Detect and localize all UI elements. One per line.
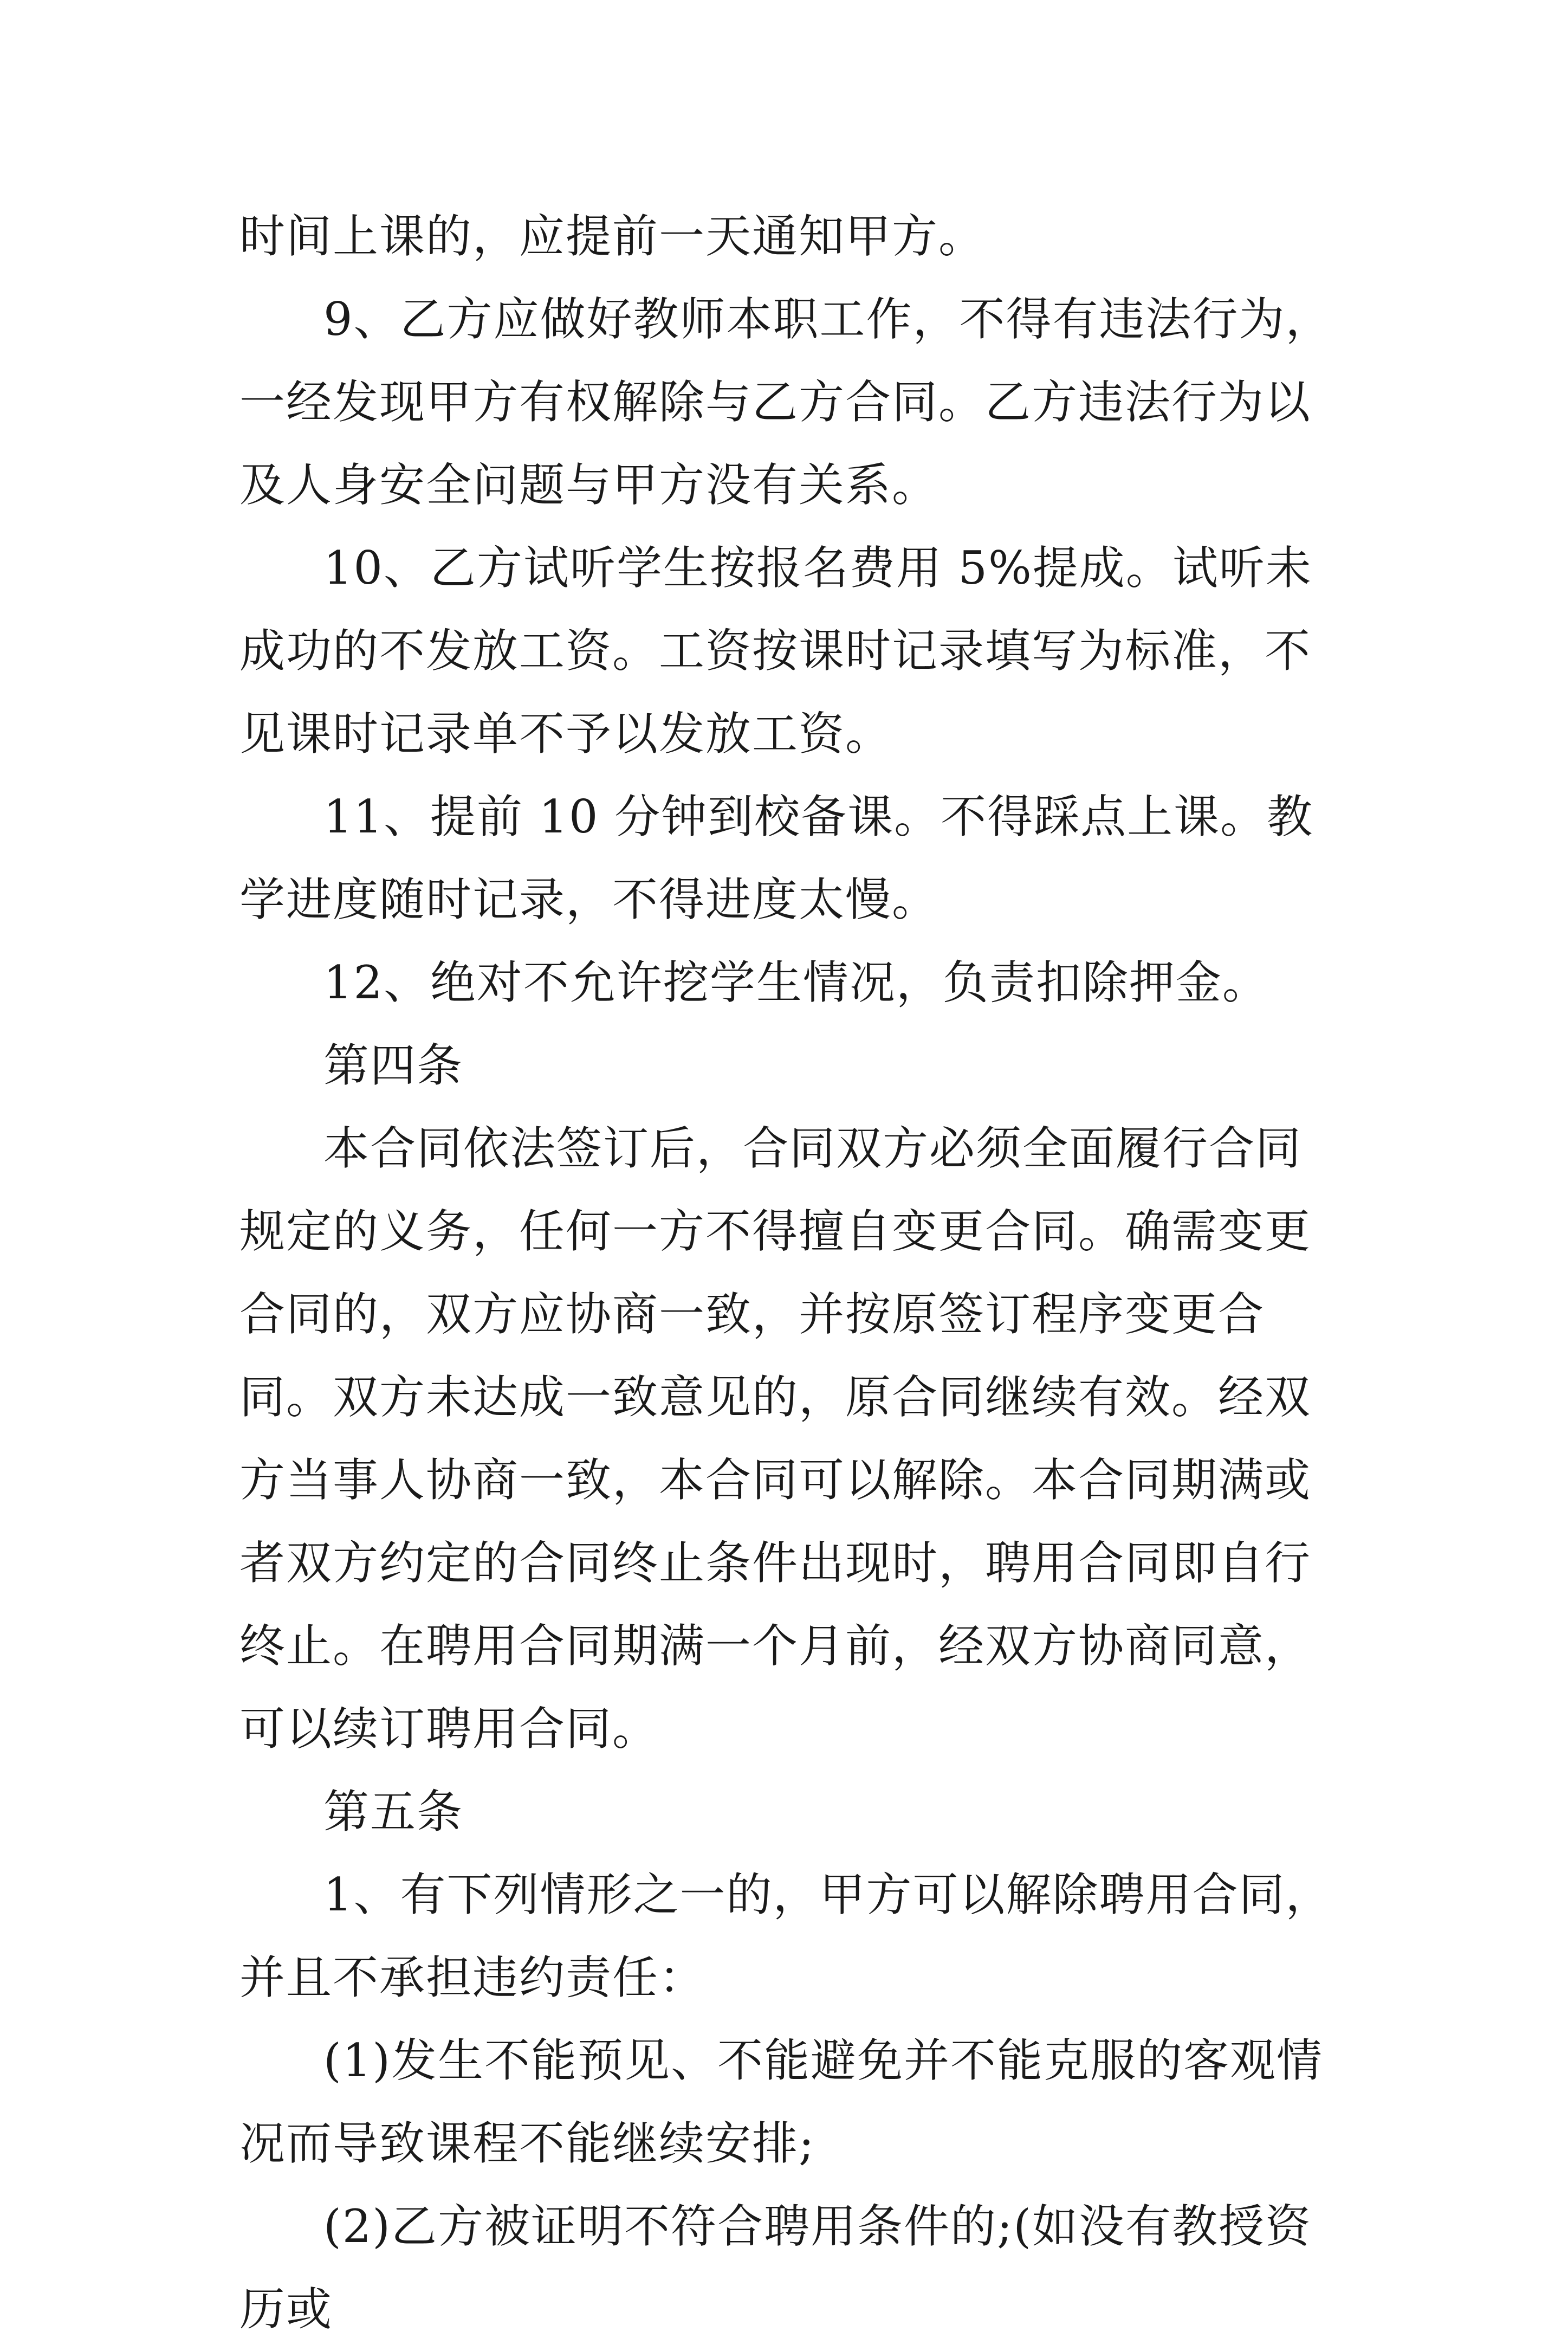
section-heading-article-5: 第五条	[323, 1785, 464, 1838]
paragraph-article-5-item-2: (2)乙方被证明不符合聘用条件的;(如没有教授资历或	[239, 2200, 1312, 2336]
paragraph-article-5-clause-1: 1、有下列情形之一的，甲方可以解除聘用合同，并且不承担违约责任：	[239, 1868, 1332, 2004]
paragraph-article-5-item-1: (1)发生不能预见、不能避免并不能克服的客观情况而导致课程不能继续安排;	[239, 2034, 1323, 2170]
paragraph-clause-12: 12、绝对不允许挖学生情况，负责扣除押金。	[323, 956, 1269, 1009]
section-heading-article-4: 第四条	[323, 1039, 464, 1092]
paragraph-clause-10: 10、乙方试听学生按报名费用 5%提成。试听未成功的不发放工资。工资按课时记录填写为标准，不见课时记录单不予以发放工资。	[239, 541, 1312, 760]
document-body	[239, 195, 1345, 2351]
paragraph-article-4-body: 本合同依法签订后，合同双方必须全面履行合同规定的义务，任何一方不得擅自变更合同。确需变更合同的，双方应协商一致，并按原签订程序变更合同。双方未达成一致意见的，原合同继续有效。经双方当事人协商一致，本合同可以解除。本合同期满或者双方约定的合同终止条件出现时，聘用合同即自行终止。在聘用合同期满一个月前，经双方协商同意，可以续订聘用合同。	[239, 1122, 1312, 1755]
paragraph-clause-11: 11、提前 10 分钟到校备课。不得踩点上课。教学进度随时记录，不得进度太慢。	[239, 790, 1314, 926]
paragraph-continuation: 时间上课的，应提前一天通知甲方。	[239, 210, 986, 263]
paragraph-clause-9: 9、乙方应做好教师本职工作，不得有违法行为，一经发现甲方有权解除与乙方合同。乙方违法行为以及人身安全问题与甲方没有关系。	[239, 293, 1332, 512]
